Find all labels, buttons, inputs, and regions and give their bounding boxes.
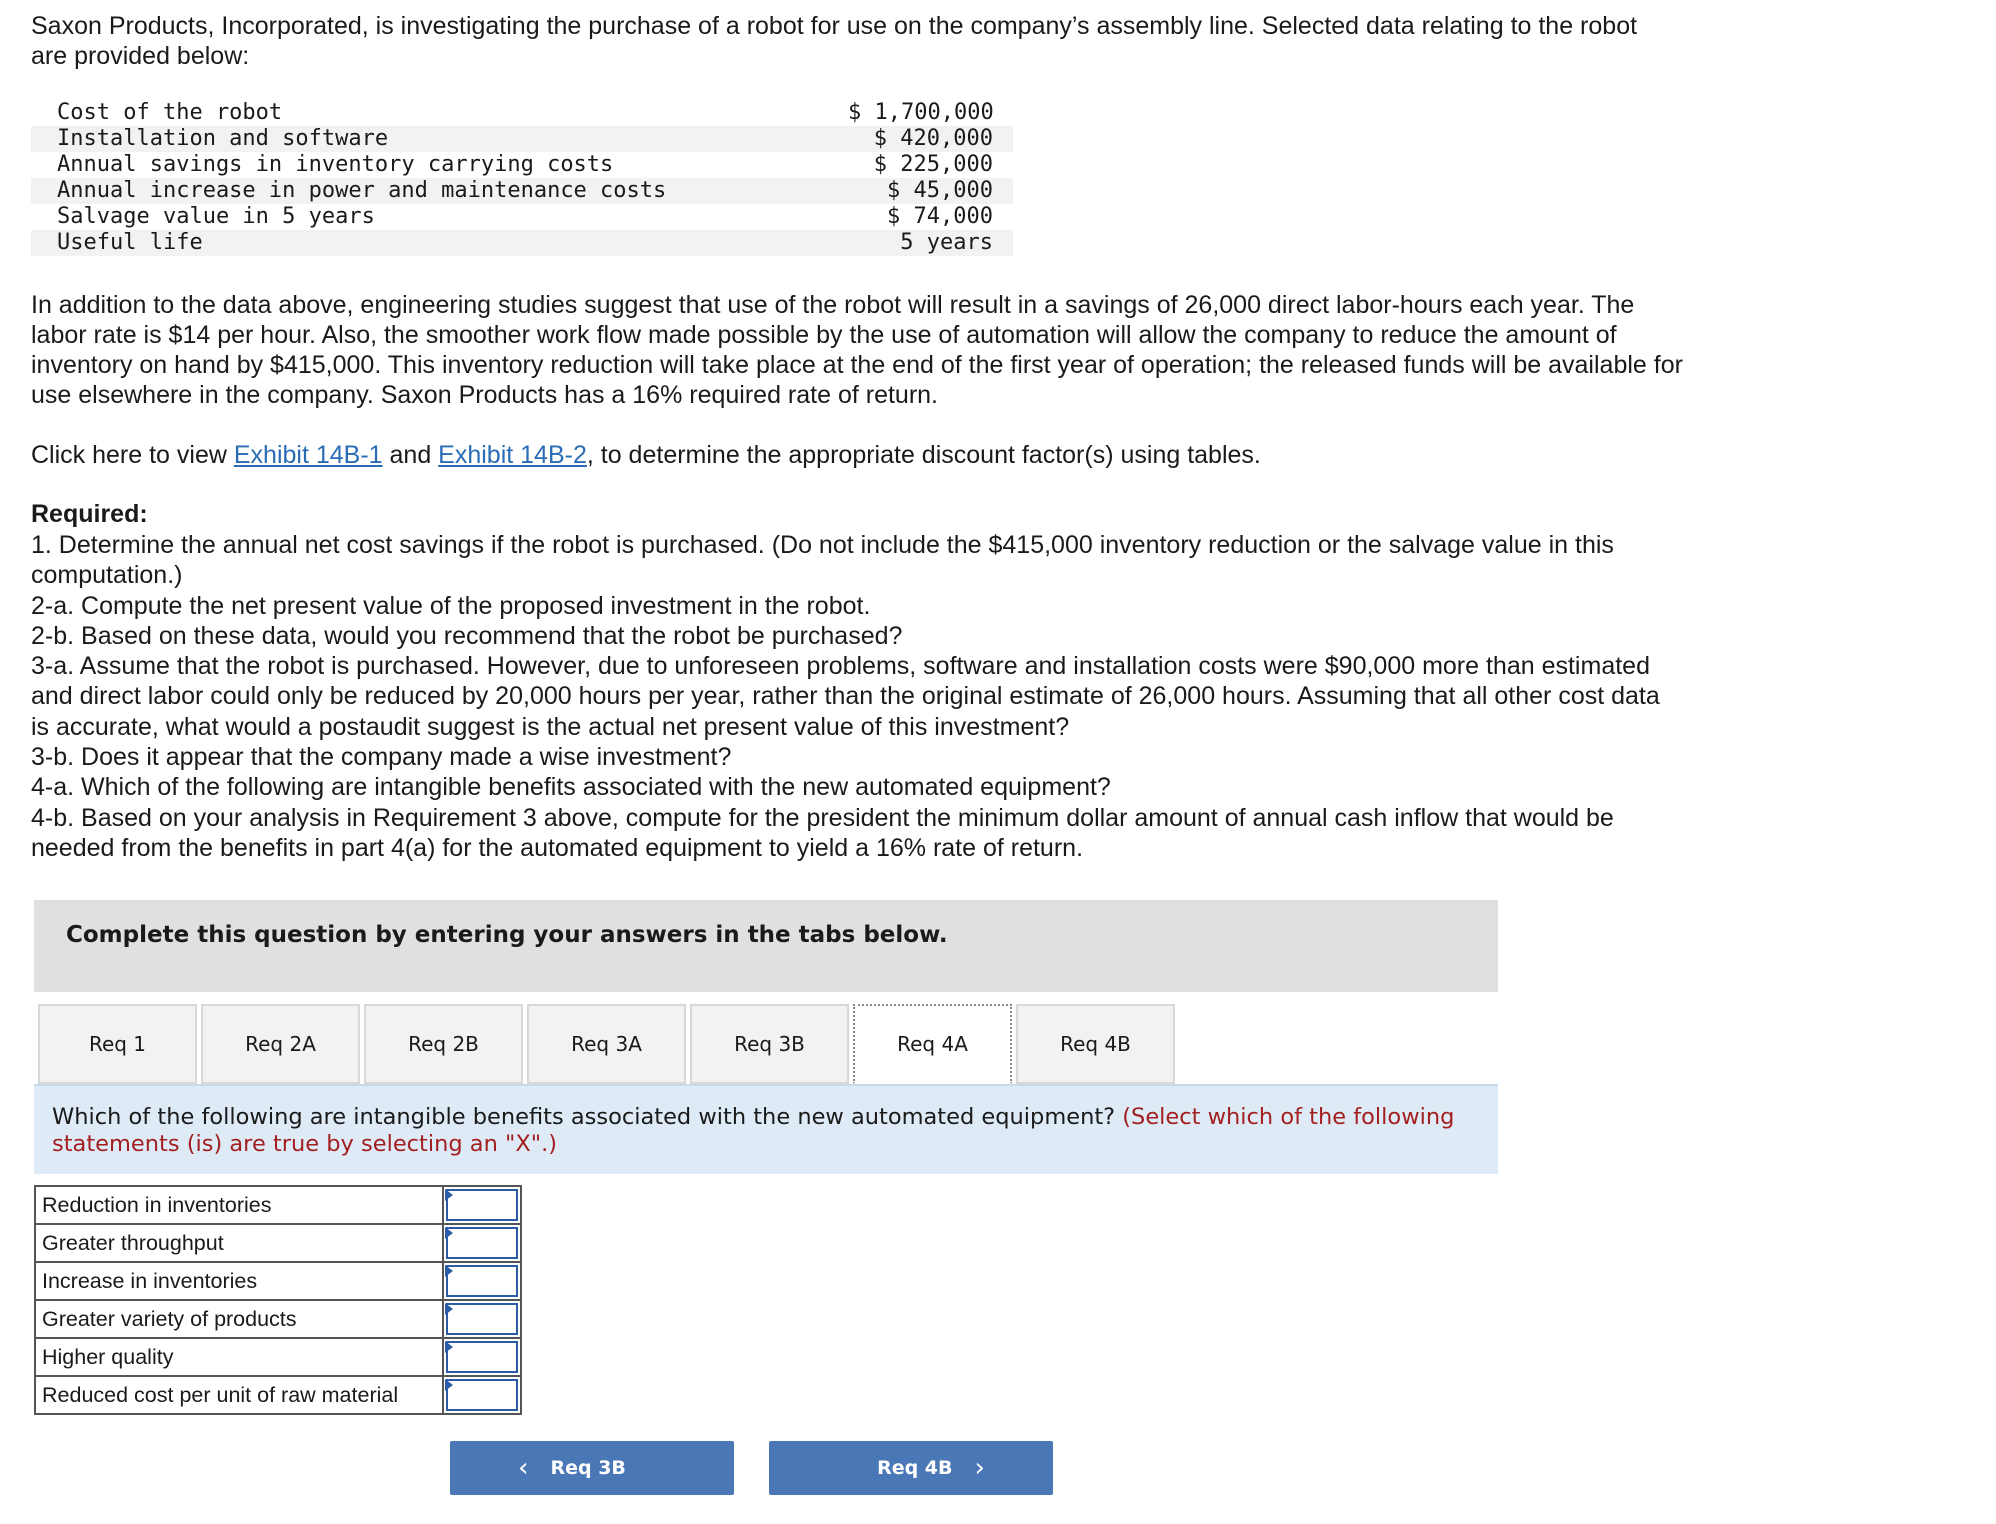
row-value: $ 1,700,000 [848,100,994,125]
dropdown-marker-icon [445,1189,453,1201]
instructions-banner [34,900,1498,992]
question-panel [34,1086,1498,1174]
answer-cell[interactable] [443,1224,521,1262]
dropdown-marker-icon [445,1379,453,1391]
requirement-item: 2-a. Compute the net present value of the proposed investment in the robot. [31,591,871,620]
row-label: Installation and software [31,126,737,152]
tab-req-2b[interactable]: Req 2B [364,1004,523,1084]
required-heading: Required: [31,500,148,528]
row-label: Cost of the robot [57,100,283,125]
tab-req-1[interactable]: Req 1 [38,1004,197,1084]
answer-label: Reduction in inventories [35,1186,443,1224]
tab-req-2a[interactable]: Req 2A [201,1004,360,1084]
banner-text: Complete this question by entering your answers in the tabs below. [66,922,948,948]
table-row [31,100,1013,126]
engineering-paragraph: In addition to the data above, engineering studies suggest that use of the robot will result in a savings of 26,000 direct labor-hours each year. The labor rate is $14 per hour. Also, the smoother work flow made possible by the use of automation will allow the company to reduce the amount of inventory on hand by $415,000. This inventory reduction will take place at the end of the first year of operation; the released funds will be available for use elsewhere in the company. Saxon Products has a 16% required rate of return. [31,291,1683,409]
answer-row [35,1186,521,1224]
answer-input[interactable] [446,1227,518,1259]
chevron-right-icon: › [974,1453,985,1483]
exhibit-14b-2-link[interactable]: Exhibit 14B-2 [438,441,587,469]
requirement-item: 2-b. Based on these data, would you recommend that the robot be purchased? [31,621,903,650]
row-value: $ 45,000 [887,178,993,203]
answer-row [35,1338,521,1376]
exhibit-suffix: , to determine the appropriate discount factor(s) using tables. [586,441,1261,469]
question-text [52,1104,1472,1158]
requirement-item: 3-a. Assume that the robot is purchased. However, due to unforeseen problems, software and installation costs were $90,000 more than estimated and direct labor could only be reduced by 20,000 hours per year, rather than the original estimate of 26,000 hours. Assuming that all other cost data is accurate, what would a postaudit suggest is the actual net present value of this investment? [31,652,1660,741]
row-label: Annual savings in inventory carrying costs [57,152,614,177]
answer-input[interactable] [446,1379,518,1411]
answer-cell[interactable] [443,1262,521,1300]
dropdown-marker-icon [445,1303,453,1315]
answer-table [34,1185,522,1415]
dropdown-marker-icon [445,1265,453,1277]
row-value: $ 74,000 [887,204,993,229]
exhibit-mid: and [382,441,439,469]
table-row [31,204,1013,230]
next-button[interactable] [769,1441,1053,1495]
answer-cell[interactable] [443,1300,521,1338]
table-row [31,230,1013,256]
exhibit-line [31,440,1691,470]
robot-data-table [31,100,1013,256]
row-label: Useful life [31,230,737,256]
answer-cell[interactable] [443,1376,521,1414]
exhibit-14b-1-link[interactable]: Exhibit 14B-1 [233,441,383,469]
answer-row [35,1300,521,1338]
row-value: $ 420,000 [873,126,993,151]
answer-label: Higher quality [35,1338,443,1376]
answer-row [35,1262,521,1300]
requirements-list [31,530,1671,863]
answer-label: Greater variety of products [35,1300,443,1338]
answer-row [35,1376,521,1414]
question-instruction: (Select which of the following statements (is) are true by selecting an "X".) [52,1104,1455,1157]
requirement-item: 4-b. Based on your analysis in Requirement 3 above, compute for the president the minimum dollar amount of annual cash inflow that would be needed from the benefits in part 4(a) for the automated equipment to yield a 16% rate of return. [31,803,1614,862]
answer-input[interactable] [446,1341,518,1373]
table-row [31,152,1013,178]
answer-label: Increase in inventories [35,1262,443,1300]
answer-label: Reduced cost per unit of raw material [35,1376,443,1414]
tab-req-4a[interactable]: Req 4A [853,1004,1012,1084]
prev-button-label: Req 3B [550,1457,626,1479]
question-body: Which of the following are intangible benefits associated with the new automated equipment? [52,1104,1123,1130]
tab-req-3b[interactable]: Req 3B [690,1004,849,1084]
requirement-item: 3-b. Does it appear that the company made a wise investment? [31,743,732,772]
answer-cell[interactable] [443,1338,521,1376]
row-label: Annual increase in power and maintenance costs [31,178,737,204]
answer-input[interactable] [446,1189,518,1221]
answer-input[interactable] [446,1303,518,1335]
tab-req-4b[interactable]: Req 4B [1016,1004,1175,1084]
table-row [31,126,1013,152]
intro-text: Saxon Products, Incorporated, is investigating the purchase of a robot for use on the company’s assembly line. Selected data relating to the robot are provided below: [31,12,1638,70]
answer-cell[interactable] [443,1186,521,1224]
row-value: $ 225,000 [873,152,993,177]
dropdown-marker-icon [445,1341,453,1353]
tab-req-3a[interactable]: Req 3A [527,1004,686,1084]
answer-input[interactable] [446,1265,518,1297]
answer-label: Greater throughput [35,1224,443,1262]
table-row [31,178,1013,204]
exhibit-prefix: Click here to view [31,441,234,469]
requirement-item: 1. Determine the annual net cost savings if the robot is purchased. (Do not include the $415,000 inventory reduction or the salvage value in this computation.) [31,531,1614,590]
row-value: 5 years [900,230,993,255]
answer-row [35,1224,521,1262]
chevron-left-icon: ‹ [518,1453,529,1483]
requirement-item: 4-a. Which of the following are intangible benefits associated with the new automated equipment? [31,773,1111,802]
row-label: Salvage value in 5 years [57,204,375,229]
next-button-label: Req 4B [877,1457,953,1479]
dropdown-marker-icon [445,1227,453,1239]
prev-button[interactable] [450,1441,734,1495]
